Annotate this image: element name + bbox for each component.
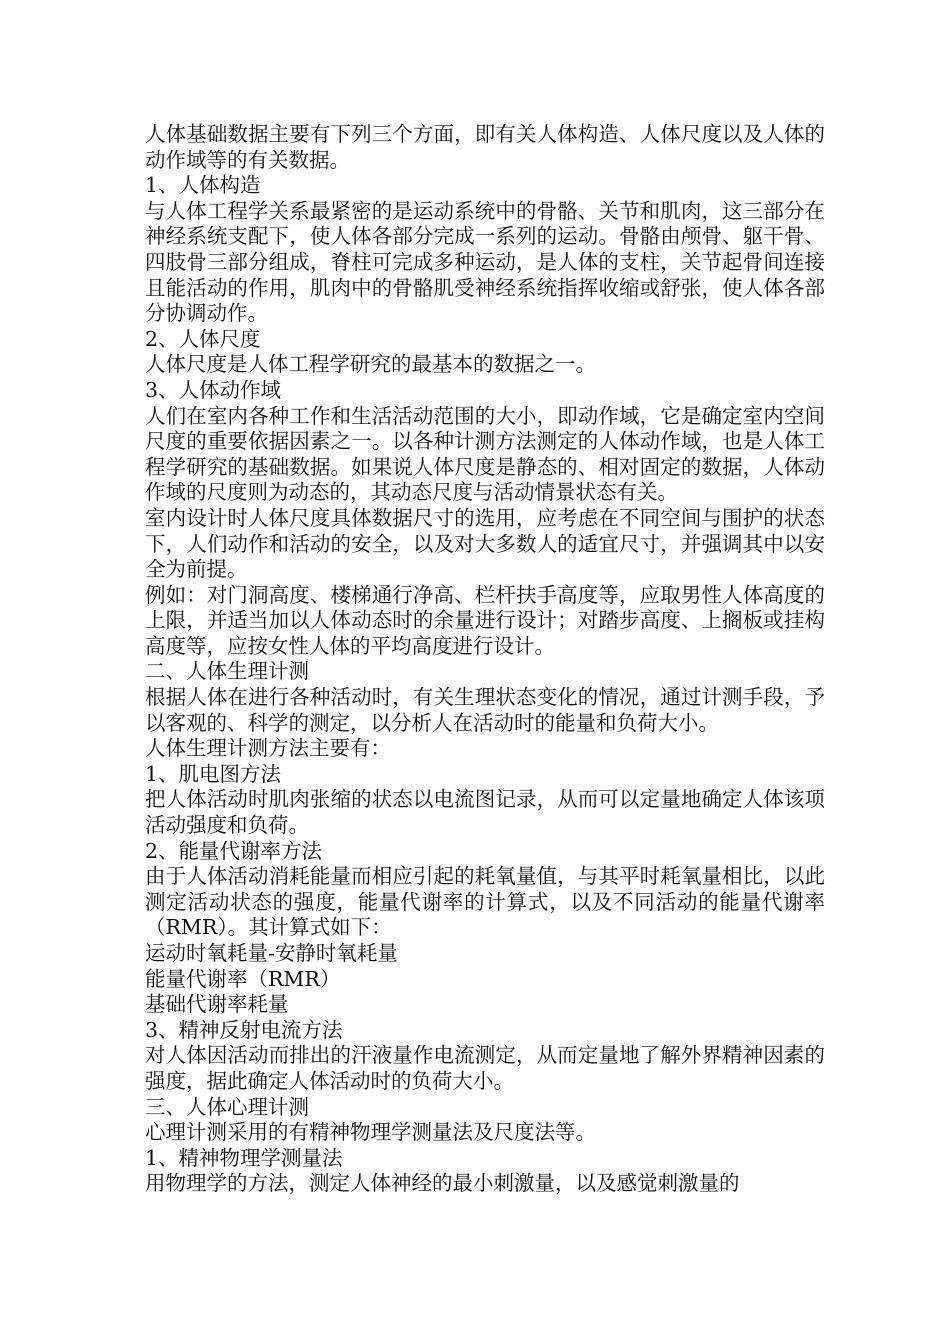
formula-label: 能量代谢率（RMR）: [145, 966, 341, 991]
metabolic-paragraph: 由于人体活动消耗能量而相应引起的耗氧量值，与其平时耗氧量相比，以此测定活动状态的强度，能量代谢率的计算式，以及不同活动的能量代谢率（RMR）。其计算式如下：: [145, 864, 825, 940]
physiological-paragraph: 根据人体在进行各种活动时，有关生理状态变化的情况，通过计测手段，予以客观的、科学的测定，以分析人在活动时的能量和负荷大小。: [145, 685, 825, 735]
heading-emg-method: 1、肌电图方法: [145, 761, 282, 786]
heading-psychophysics-method: 1、精神物理学测量法: [145, 1145, 343, 1170]
intro-paragraph: 人体基础数据主要有下列三个方面，即有关人体构造、人体尺度以及人体的动作域等的有关数据。: [145, 122, 825, 172]
body-dimensions-paragraph: 人体尺度是人体工程学研究的最基本的数据之一。: [145, 352, 596, 377]
emg-paragraph: 把人体活动时肌肉张缩的状态以电流图记录，从而可以定量地确定人体该项活动强度和负荷。: [145, 787, 825, 838]
document-body: [145, 122, 825, 1197]
heading-psychological-measurement: 三、人体心理计测: [145, 1094, 309, 1119]
methods-intro: 人体生理计测方法主要有：: [145, 736, 391, 761]
body-structure-paragraph: 与人体工程学关系最紧密的是运动系统中的骨骼、关节和肌肉，这三部分在神经系统支配下，使人体各部分完成一系列的运动。骨骼由颅骨、躯干骨、四肢骨三部分组成，脊柱可完成多种运动，是人体的支柱，关节起骨间连接且能活动的作用，肌肉中的骨骼肌受神经系统指挥收缩或舒张，使人体各部分协调动作。: [145, 198, 825, 326]
example-paragraph: 例如：对门洞高度、楼梯通行净高、栏杆扶手高度等，应取男性人体高度的上限，并适当加以人体动态时的余量进行设计；对踏步高度、上搁板或挂构高度等，应按女性人体的平均高度进行设计。: [145, 582, 825, 658]
psychophysics-paragraph: 用物理学的方法，测定人体神经的最小刺激量，以及感觉刺激量的: [145, 1171, 740, 1196]
heading-metabolic-method: 2、能量代谢率方法: [145, 838, 323, 863]
heading-body-dimensions: 2、人体尺度: [145, 326, 261, 351]
heading-galvanic-method: 3、精神反射电流方法: [145, 1017, 343, 1042]
formula-numerator: 运动时氧耗量-安静时氧耗量: [145, 941, 398, 965]
formula-denominator: 基础代谢率耗量: [145, 992, 289, 1017]
galvanic-paragraph: 对人体因活动而排出的汗液量作电流测定，从而定量地了解外界精神因素的强度，据此确定人体活动时的负荷大小。: [145, 1043, 825, 1093]
heading-physiological-measurement: 二、人体生理计测: [145, 659, 309, 684]
psychological-paragraph: 心理计测采用的有精神物理学测量法及尺度法等。: [145, 1120, 596, 1145]
heading-body-structure: 1、人体构造: [145, 173, 261, 198]
motion-range-paragraph: 人们在室内各种工作和生活活动范围的大小，即动作域，它是确定室内空间尺度的重要依据因素之一。以各种计测方法测定的人体动作域，也是人体工程学研究的基础数据。如果说人体尺度是静态的、相对固定的数据，人体动作域的尺度则为动态的，其动态尺度与活动情景状态有关。: [145, 403, 825, 505]
interior-design-paragraph: 室内设计时人体尺度具体数据尺寸的选用，应考虑在不同空间与围护的状态下，人们动作和活动的安全，以及对大多数人的适宜尺寸，并强调其中以安全为前提。: [145, 505, 825, 582]
heading-motion-range: 3、人体动作域: [145, 377, 282, 402]
